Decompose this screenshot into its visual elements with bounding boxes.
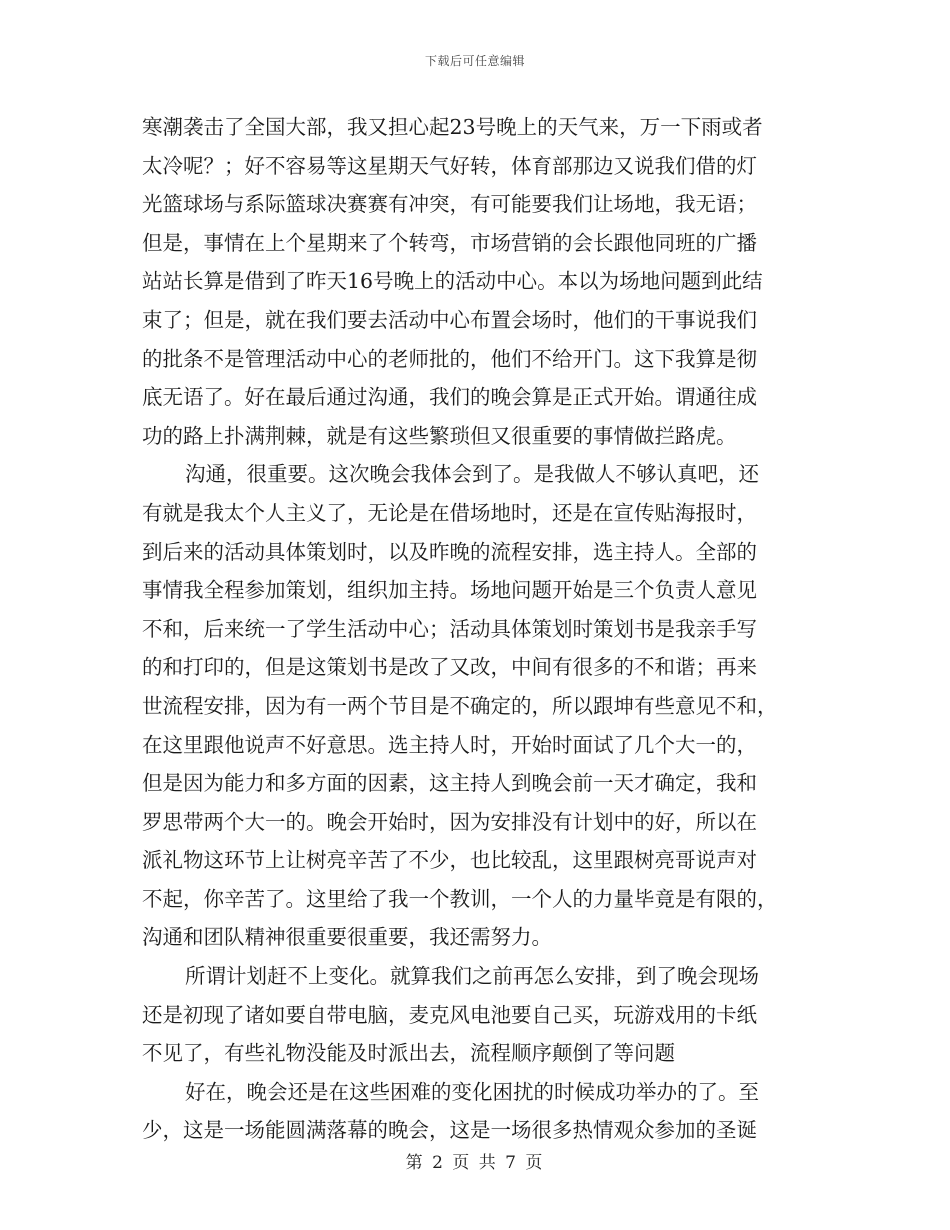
paragraph-3 — [142, 957, 810, 1073]
text-line: 不见了，有些礼物没能及时派出去，流程顺序颠倒了等问题 — [142, 1041, 675, 1066]
text-line: 功的路上扑满荆棘，就是有这些繁琐但又很重要的事情做拦路虎。 — [142, 423, 737, 448]
text-line: 底无语了。好在最后通过沟通，我们的晚会算是正式开始。谓通往成 — [142, 385, 757, 410]
paragraph-4 — [142, 1073, 810, 1150]
text-line: 到后来的活动具体策划时，以及昨晚的流程安排，选主持人。全部的 — [142, 539, 757, 564]
paragraph-2 — [142, 455, 810, 957]
text-line: 少，这是一场能圆满落幕的晚会，这是一场很多热情观众参加的圣诞 — [142, 1118, 757, 1143]
text-line: 沟通，很重要。这次晚会我体会到了。是我做人不够认真吧，还 — [185, 462, 759, 487]
text-line: 好在，晚会还是在这些困难的变化困扰的时候成功举办的了。至 — [185, 1079, 759, 1104]
text-line: 世流程安排，因为有一两个节目是不确定的，所以跟坤有些意见不和， — [142, 693, 778, 718]
text-line: 站站长算是借到了昨天16号晚上的活动中心。本以为场地问题到此结 — [142, 269, 763, 294]
text-line: 有就是我太个人主义了，无论是在借场地时，还是在宣传贴海报时， — [142, 500, 757, 525]
text-line: 派礼物这环节上让树亮辛苦了不少，也比较乱，这里跟树亮哥说声对 — [142, 848, 757, 873]
page-number-footer: 第 2 页 共 7 页 — [405, 1153, 545, 1173]
text-line: 不和，后来统一了学生活动中心；活动具体策划时策划书是我亲手写 — [142, 616, 757, 641]
text-line: 罗思带两个大一的。晚会开始时，因为安排没有计划中的好，所以在 — [142, 809, 757, 834]
text-line: 沟通和团队精神很重要很重要，我还需努力。 — [142, 925, 552, 950]
text-line: 但是，事情在上个星期来了个转弯，市场营销的会长跟他同班的广播 — [142, 230, 757, 255]
text-line: 的和打印的，但是这策划书是改了又改，中间有很多的不和谐；再来 — [142, 655, 757, 680]
text-line: 束了；但是，就在我们要去活动中心布置会场时，他们的干事说我们 — [142, 307, 757, 332]
paragraph-1 — [142, 108, 810, 455]
text-line: 还是初现了诸如要自带电脑，麦克风电池要自己买，玩游戏用的卡纸 — [142, 1002, 757, 1027]
page-header: 下载后可任意编辑 — [424, 54, 525, 68]
document-body — [142, 108, 810, 1150]
text-line: 寒潮袭击了全国大部，我又担心起23号晚上的天气来，万一下雨或者 — [142, 115, 763, 139]
text-line: 光篮球场与系际篮球决赛赛有冲突，有可能要我们让场地，我无语； — [142, 192, 757, 217]
text-line: 的批条不是管理活动中心的老师批的，他们不给开门。这下我算是彻 — [142, 346, 757, 371]
text-line: 事情我全程参加策划，组织加主持。场地问题开始是三个负责人意见 — [142, 578, 757, 603]
text-line: 所谓计划赶不上变化。就算我们之前再怎么安排，到了晚会现场 — [185, 964, 759, 989]
text-line: 但是因为能力和多方面的因素，这主持人到晚会前一天才确定，我和 — [142, 771, 757, 796]
text-line: 太冷呢？；好不容易等这星期天气好转，体育部那边又说我们借的灯 — [142, 153, 757, 178]
text-line: 在这里跟他说声不好意思。选主持人时，开始时面试了几个大一的， — [142, 732, 757, 757]
text-line: 不起，你辛苦了。这里给了我一个教训，一个人的力量毕竟是有限的， — [142, 886, 778, 911]
